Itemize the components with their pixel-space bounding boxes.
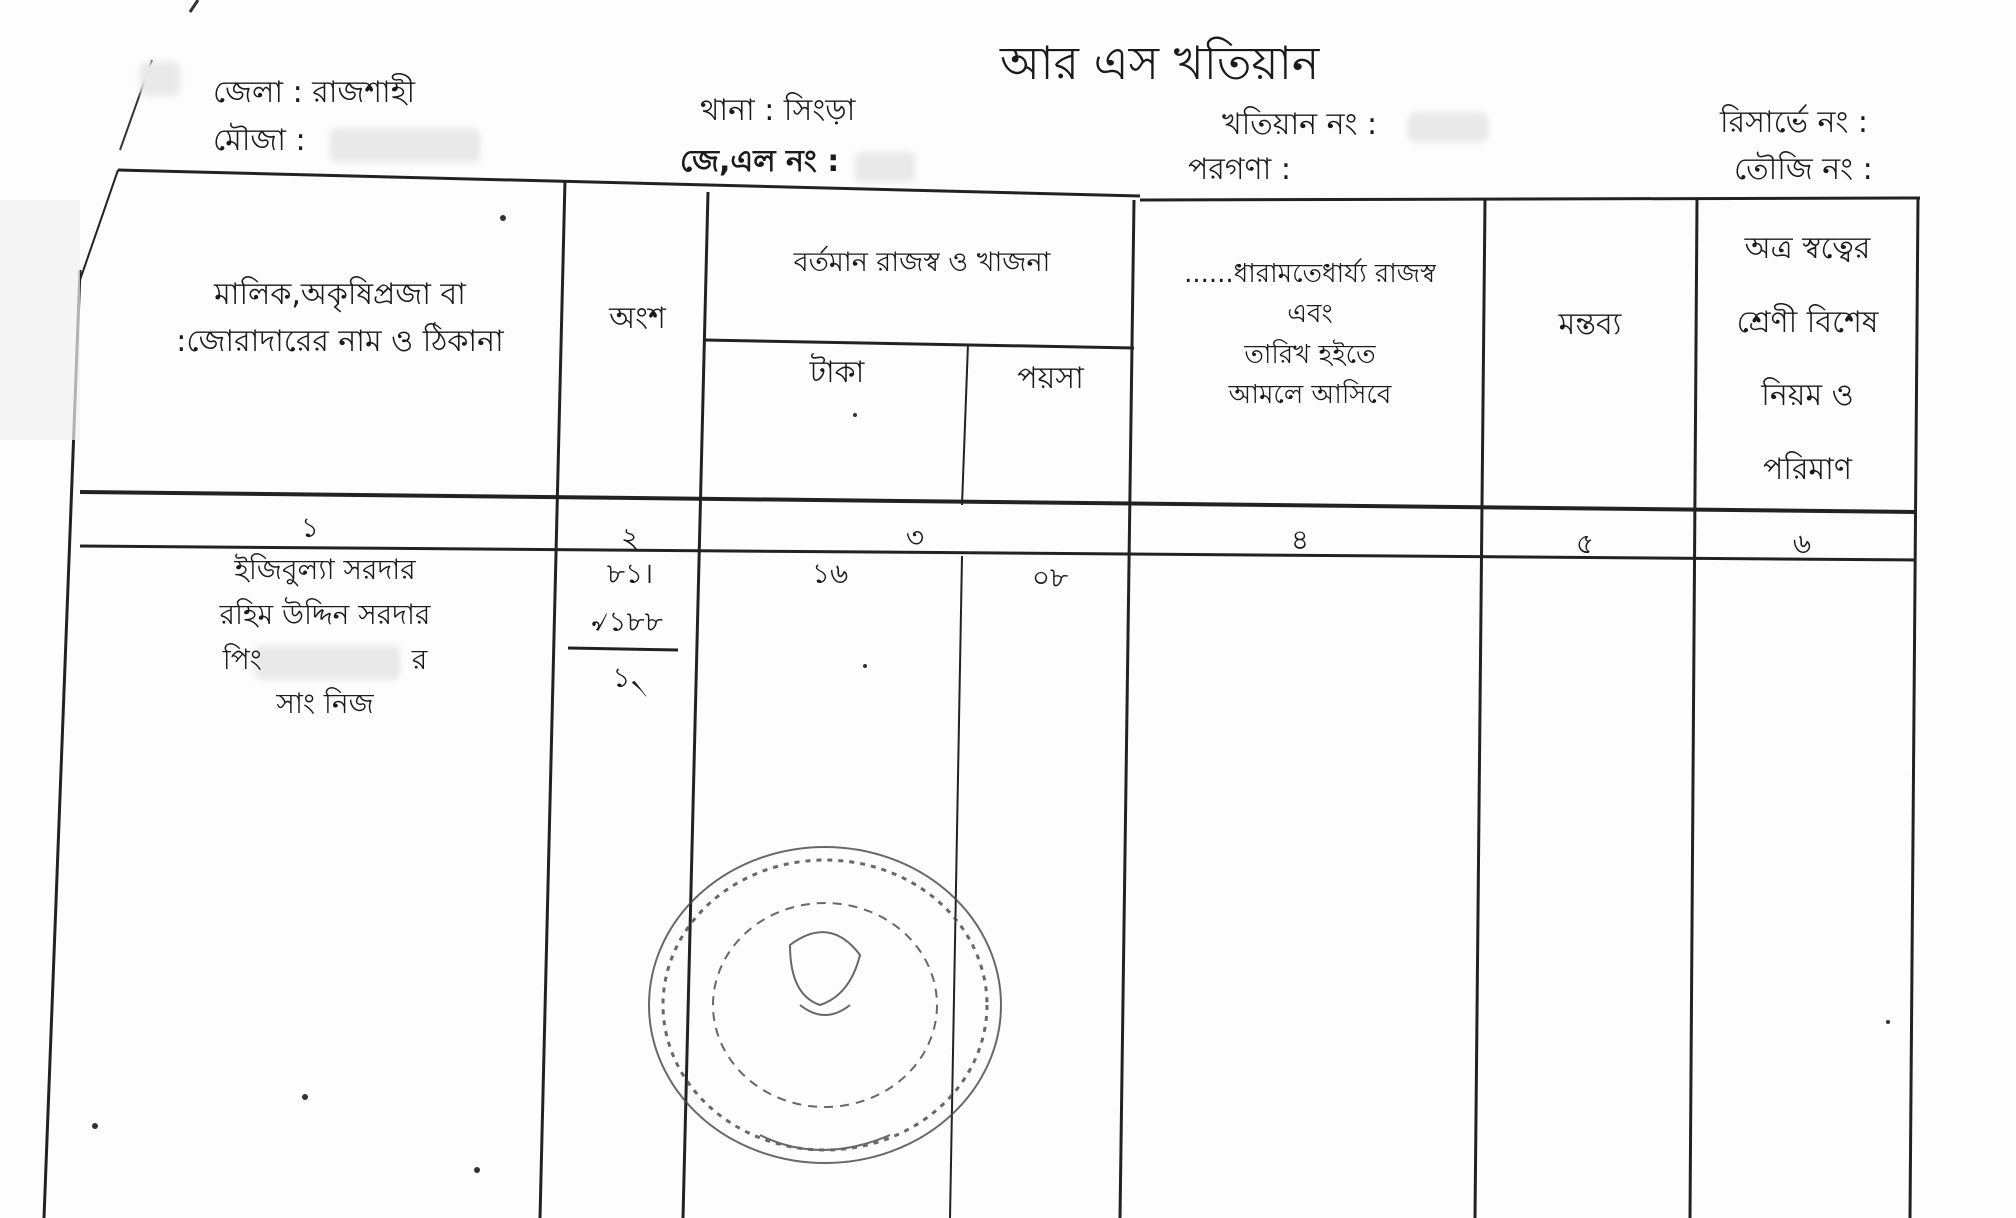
share-mid: ৵১৮৮ — [591, 605, 663, 638]
owner-header-line-1: মালিক,অকৃষিপ্রজা বা — [214, 277, 466, 312]
owner-father-suffix: র — [411, 642, 428, 676]
resurvey-no-field: রিসার্ভে নং : — [1720, 105, 1869, 140]
district-field: জেলা : রাজশাহী — [213, 75, 416, 110]
owner-name-2: রহিম উদ্দিন সরদার — [219, 597, 431, 631]
thana-field: থানা : সিংড়া — [700, 93, 856, 128]
category-header-line-2: শ্রেণী বিশেষ — [1736, 304, 1879, 340]
column-number-5: ৫ — [1575, 527, 1595, 560]
column-number-4: ৪ — [1290, 523, 1310, 556]
column-number-2: ২ — [620, 521, 640, 554]
document-title: আর এস খতিয়ান — [1000, 36, 1320, 90]
share-bottom: ১৲ — [612, 661, 648, 694]
owner-father-prefix: পিং — [222, 642, 262, 676]
revenue-column-header: বর্তমান রাজস্ব ও খাজনা — [793, 247, 1051, 278]
pargana-field: পরগণা : — [1188, 152, 1292, 187]
category-header-line-1: অত্র স্বত্বের — [1744, 231, 1871, 266]
column-number-1: ১ — [300, 511, 320, 544]
taka-value: ১৬ — [811, 557, 849, 590]
khatian-no-field: খতিয়ান নং : — [1222, 107, 1378, 142]
assessed-header-line-4: আমলে আসিবে — [1228, 379, 1392, 410]
taka-column-header: টাকা — [809, 355, 865, 390]
assessed-header-line-1: ......ধারামতেধার্য্য রাজস্ব — [1184, 259, 1436, 289]
category-header-line-4: পরিমাণ — [1763, 451, 1852, 487]
touzi-no-field: তৌজি নং : — [1734, 152, 1873, 187]
owner-name-1: ইজিবুল্যা সরদার — [234, 553, 416, 586]
owner-header-line-2: :জোরাদারের নাম ও ঠিকানা — [176, 323, 504, 359]
share-column-header: অংশ — [609, 301, 666, 336]
owner-address: সাং নিজ — [276, 687, 374, 721]
poysa-column-header: পয়সা — [1017, 361, 1084, 396]
column-number-6: ৬ — [1792, 527, 1812, 560]
remarks-column-header: মন্তব্য — [1558, 307, 1622, 342]
poysa-value: ০৮ — [1031, 561, 1069, 594]
assessed-header-line-2: এবং — [1287, 299, 1333, 330]
assessed-header-line-3: তারিখ হইতে — [1244, 339, 1376, 370]
mouza-field: মৌজা : — [213, 123, 306, 158]
jl-no-field: জে,এল নং : — [680, 144, 840, 179]
category-header-line-3: নিয়ম ও — [1761, 378, 1854, 413]
column-number-3: ৩ — [905, 521, 925, 554]
share-top: ৮১। — [606, 557, 654, 590]
